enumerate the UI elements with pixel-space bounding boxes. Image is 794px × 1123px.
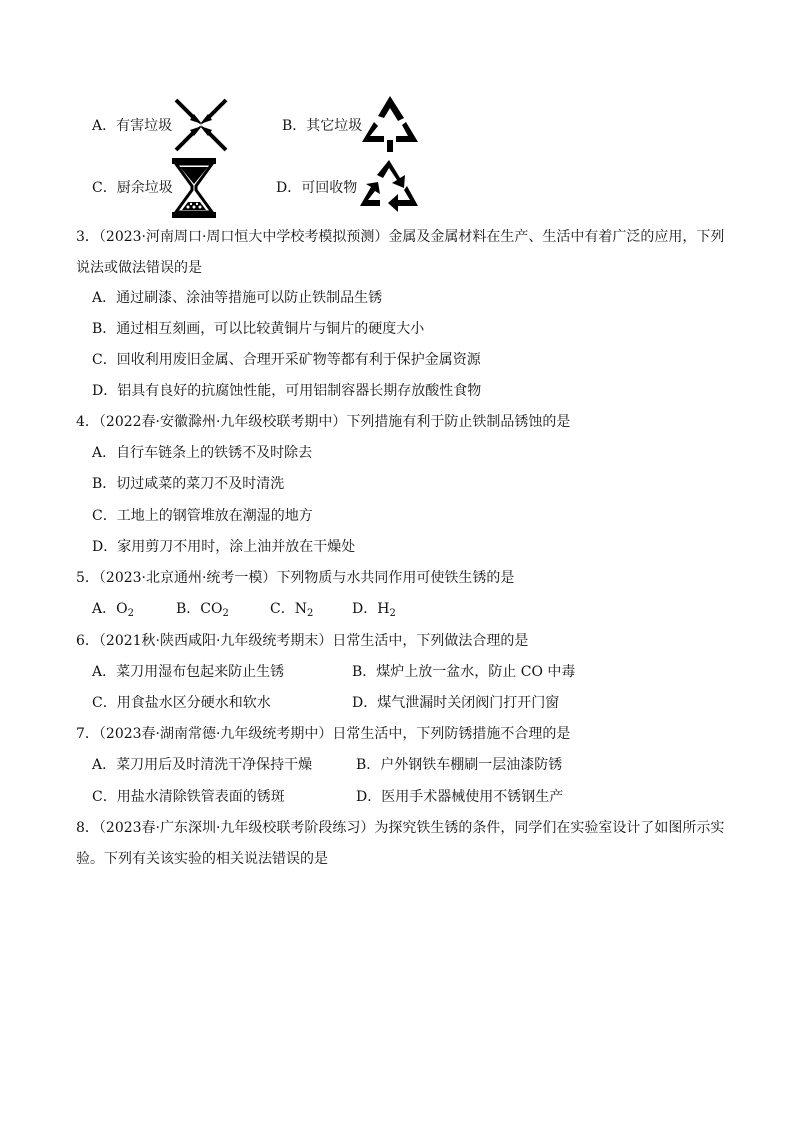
hazardous-waste-icon <box>172 96 230 154</box>
question-3-stem-line1: 3．（2023·河南周口·周口恒大中学校考模拟预测）金属及金属材料在生产、生活中有着广泛的应用，下列 <box>76 229 725 245</box>
option-a-hazardous: A．有害垃圾 <box>92 118 173 134</box>
question-4-stem: 4．（2022春·安徽滁州·九年级校联考期中）下列措施有利于防止铁制品锈蚀的是 <box>76 414 571 430</box>
question-4-option-d: D．家用剪刀不用时，涂上油并放在干燥处 <box>92 539 356 555</box>
question-4-option-a: A．自行车链条上的铁锈不及时除去 <box>92 445 313 461</box>
question-4-option-b: B．切过咸菜的菜刀不及时清洗 <box>92 476 285 492</box>
question-3-option-d: D．铝具有良好的抗腐蚀性能，可用铝制容器长期存放酸性食物 <box>92 383 482 399</box>
question-6-option-d: D．煤气泄漏时关闭阀门打开门窗 <box>352 695 560 711</box>
option-d-recyclable: D．可回收物 <box>276 180 358 196</box>
question-3-option-b: B．通过相互刻画，可以比较黄铜片与铜片的硬度大小 <box>92 321 425 337</box>
question-6-option-a: A．菜刀用湿布包起来防止生锈 <box>92 664 285 680</box>
kitchen-waste-icon <box>172 158 216 218</box>
question-7-option-d: D．医用手术器械使用不锈钢生产 <box>356 789 564 805</box>
question-3-stem-line2: 说法或做法错误的是 <box>76 260 202 276</box>
question-7-stem: 7．（2023春·湖南常德·九年级统考期中）日常生活中，下列防锈措施不合理的是 <box>76 726 571 742</box>
recyclable-icon <box>358 158 420 216</box>
question-5-option-d: D．$H_2$ <box>352 601 396 619</box>
question-7-option-c: C．用盐水清除铁管表面的锈斑 <box>92 789 285 805</box>
question-5-option-c: C．$N_2$ <box>270 601 314 619</box>
question-5-stem: 5．（2023·北京通州·统考一模）下列物质与水共同作用可使铁生锈的是 <box>76 570 515 586</box>
question-3-option-a: A．通过刷漆、涂油等措施可以防止铁制品生锈 <box>92 290 383 306</box>
question-7-option-b: B．户外钢铁车棚刷一层油漆防锈 <box>356 757 563 773</box>
question-5-option-b: B．$CO_2$ <box>176 601 229 619</box>
option-c-kitchen: C．厨余垃圾 <box>92 180 173 196</box>
question-6-stem: 6．（2021秋·陕西咸阳·九年级统考期末）日常生活中，下列做法合理的是 <box>76 633 529 649</box>
question-5-option-a: A．$O_2$ <box>92 601 134 619</box>
question-6-option-c: C．用食盐水区分硬水和软水 <box>92 695 271 711</box>
question-8-stem-line2: 验。下列有关该实验的相关说法错误的是 <box>76 851 328 867</box>
question-8-stem-line1: 8．（2023春·广东深圳·九年级校联考阶段练习）为探究铁生锈的条件，同学们在实验室设计了如图所示实 <box>76 820 725 836</box>
other-waste-icon <box>360 94 420 154</box>
question-6-option-b: B．煤炉上放一盆水，防止 CO 中毒 <box>352 664 576 680</box>
option-b-other: B．其它垃圾 <box>282 118 363 134</box>
question-4-option-c: C．工地上的钢管堆放在潮湿的地方 <box>92 508 313 524</box>
question-3-option-c: C．回收利用废旧金属、合理开采矿物等都有利于保护金属资源 <box>92 352 481 368</box>
question-7-option-a: A．菜刀用后及时清洗干净保持干燥 <box>92 757 313 773</box>
